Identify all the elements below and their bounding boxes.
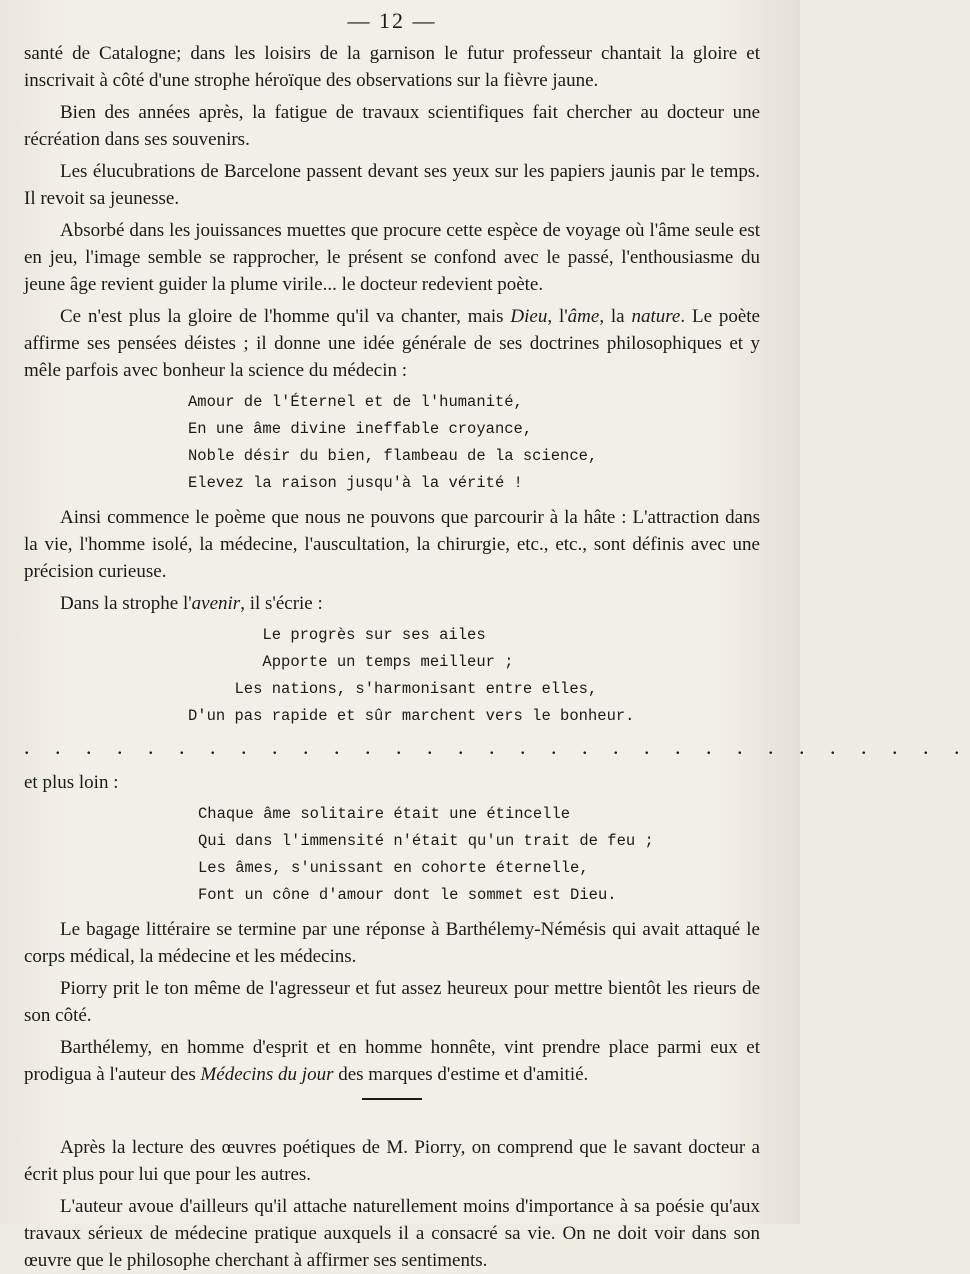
text-run: Dans la strophe l' <box>60 593 192 614</box>
text-run: des marques d'estime et d'amitié. <box>333 1064 589 1085</box>
italic-text: Médecins du jour <box>200 1064 334 1085</box>
paragraph <box>24 1034 760 1088</box>
italic-text: Dieu <box>510 306 548 327</box>
verse-line: Apporte un temps meilleur ; <box>188 653 514 671</box>
paragraph: Bien des années après, la fatigue de travaux scientifiques fait chercher au docteur une récréation dans ses souvenirs. <box>24 102 760 150</box>
italic-text: âme <box>567 306 600 327</box>
ellipsis-row: . . . . . . . . . . . . . . . . . . . . . . . . . . . . . . . <box>24 734 970 759</box>
paragraph: Les élucubrations de Barcelone passent devant ses yeux sur les papiers jaunis par le temps. Il revoit sa jeunesse. <box>24 161 760 209</box>
verse-line: Les nations, s'harmonisant entre elles, <box>188 680 598 698</box>
paragraph: Après la lecture des œuvres poétiques de M. Piorry, on comprend que le savant docteur a écrit plus pour lui que pour les autres. <box>24 1137 760 1185</box>
verse-line: Les âmes, s'unissant en cohorte éternelle, <box>198 859 589 877</box>
verse-line: Le progrès sur ses ailes <box>188 626 486 644</box>
paragraph: Ainsi commence le poème que nous ne pouvons que parcourir à la hâte : L'attraction dans la vie, l'homme isolé, la médecine, l'auscultation, la chirurgie, etc., etc., sont définis avec une précision curieuse. <box>24 507 760 582</box>
paragraph: santé de Catalogne; dans les loisirs de la garnison le futur professeur chantait la gloire et inscrivait à côté d'une strophe héroïque des observations sur la fièvre jaune. <box>24 43 760 91</box>
text-run: , l' <box>547 306 568 327</box>
verse-stanza <box>24 389 760 497</box>
paragraph: L'auteur avoue d'ailleurs qu'il attache naturellement moins d'importance à sa poésie qu'aux travaux sérieux de médecine pratique auxquels il a consacré sa vie. On ne doit voir dans son œuvre que le philosophe cherchant à affirmer ses sentiments. <box>24 1196 760 1271</box>
paragraph: Piorry prit le ton même de l'agresseur et fut assez heureux pour mettre bientôt les rieurs de son côté. <box>24 978 760 1026</box>
paragraph <box>24 590 760 617</box>
text-run: Ce n'est plus la gloire de l'homme qu'il va chanter, mais <box>60 306 511 327</box>
verse-stanza <box>24 801 760 909</box>
verse-line: En une âme divine ineffable croyance, <box>188 420 533 438</box>
paragraph <box>24 303 760 384</box>
paragraph: Le bagage littéraire se termine par une réponse à Barthélemy-Némésis qui avait attaqué le corps médical, la médecine et les médecins. <box>24 919 760 967</box>
section-divider <box>362 1098 422 1100</box>
italic-text: nature <box>631 306 681 327</box>
verse-line: Elevez la raison jusqu'à la vérité ! <box>188 474 523 492</box>
verse-stanza <box>24 622 760 730</box>
text-run: , la <box>599 306 632 327</box>
text-run: Barthélemy, en homme d'esprit et en homme honnête, vint prendre place parmi eux et prodigua à l'auteur des <box>24 1037 760 1085</box>
verse-line: Chaque âme solitaire était une étincelle <box>198 805 571 823</box>
verse-line: Amour de l'Éternel et de l'humanité, <box>188 393 523 411</box>
verse-line: Font un cône d'amour dont le sommet est Dieu. <box>198 886 617 904</box>
paragraph: Absorbé dans les jouissances muettes que procure cette espèce de voyage où l'âme seule est en jeu, l'image semble se rapprocher, le présent se confond avec le passé, l'enthousiasme du jeune âge revient guider la plume virile... le docteur redevient poète. <box>24 220 760 295</box>
verse-line: Noble désir du bien, flambeau de la science, <box>188 447 598 465</box>
paragraph: et plus loin : <box>24 772 119 793</box>
body-text <box>24 40 970 1274</box>
text-run: . Le poète affirme ses pensées déistes ; il donne une idée générale de ses doctrines philosophiques et y mêle parfois avec bonheur la science du médecin : <box>24 306 760 381</box>
verse-line: D'un pas rapide et sûr marchent vers le bonheur. <box>188 707 635 725</box>
verse-line: Qui dans l'immensité n'était qu'un trait de feu ; <box>198 832 654 850</box>
italic-text: avenir <box>191 593 241 614</box>
text-run: , il s'écrie : <box>240 593 323 614</box>
page-number: — 12 — <box>347 8 437 33</box>
